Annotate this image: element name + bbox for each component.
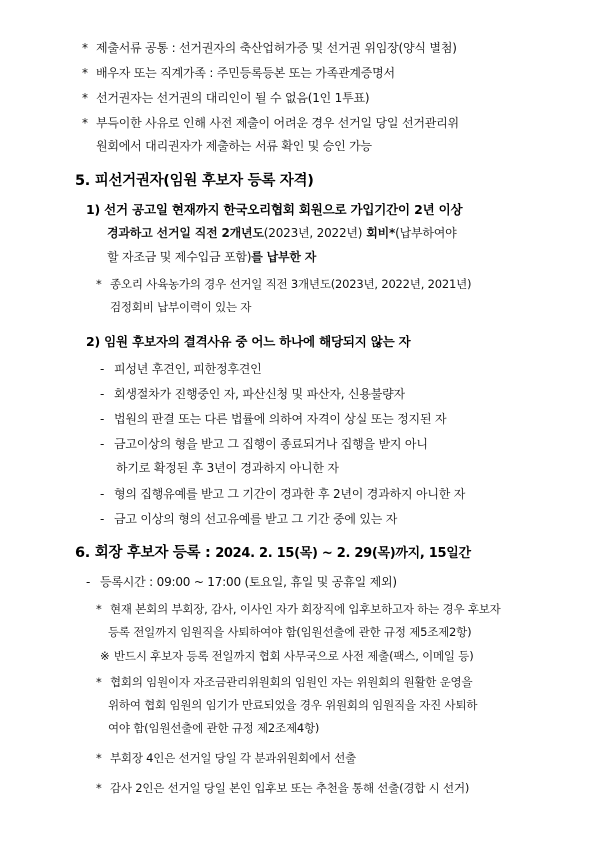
intro-bullet-3 (82, 90, 369, 106)
disqualification-text: 법원의 판결 또는 다른 법률에 의하여 자격이 상실 또는 정지된 자 (114, 412, 447, 426)
section-5-item-1-line-3 (107, 249, 316, 265)
disqualification-4-cont: 하기로 확정된 후 3년이 경과하지 아니한 자 (116, 461, 339, 475)
section-6-note-4 (96, 750, 356, 766)
bullet-dash: - (100, 412, 105, 426)
bullet-star: * (96, 602, 102, 616)
disqualification-text: 회생절차가 진행중인 자, 파산신청 및 파산자, 신용불량자 (114, 387, 405, 401)
disqualification-1 (100, 361, 262, 377)
bullet-dash: - (100, 512, 105, 526)
intro-bullet-text: 배우자 또는 직계가족 : 주민등록등본 또는 가족관계증명서 (96, 66, 395, 80)
bullet-star: * (82, 116, 88, 130)
bullet-dash: - (100, 437, 105, 451)
bullet-star: * (82, 91, 88, 105)
intro-bullet-text: 제출서류 공통 : 선거권자의 축산업허가증 및 선거권 위임장(양식 별첨) (96, 41, 457, 55)
section-5-item-1-line-2 (107, 225, 457, 241)
intro-bullet-4-cont: 원회에서 대리권자가 제출하는 서류 확인 및 승인 가능 (96, 139, 372, 153)
section-6-note-5 (96, 780, 469, 796)
bullet-dash: - (100, 487, 105, 501)
bullet-star: * (96, 751, 102, 765)
note-text: 반드시 후보자 등록 전일까지 협회 사무국으로 사전 제출(팩스, 이메일 등) (114, 649, 474, 663)
reference-mark: ※ (100, 649, 110, 663)
disqualification-5 (100, 486, 465, 502)
intro-bullet-2 (82, 65, 395, 81)
bullet-star: * (96, 675, 102, 689)
bullet-star: * (96, 781, 102, 795)
disqualification-text: 피성년 후견인, 피한정후견인 (114, 362, 262, 376)
disqualification-text: 형의 집행유예를 받고 그 기간이 경과한 후 2년이 경과하지 아니한 자 (114, 487, 466, 501)
note-text: 협회의 임원이자 자조금관리위원회의 임원인 자는 위원회의 원활한 운영을 (110, 675, 473, 689)
intro-bullet-text: 선거권자는 선거권의 대리인이 될 수 없음(1인 1투표) (96, 91, 370, 105)
note-text: 종오리 사육농가의 경우 선거일 직전 3개년도(2023년, 2022년, 2021년) (110, 277, 472, 291)
section-5-item-2: 2) 임원 후보자의 결격사유 중 어느 하나에 해당되지 않는 자 (86, 334, 411, 349)
bullet-dash: - (100, 387, 105, 401)
text-run: (2023년, 2022년) (263, 226, 363, 240)
note-text: 감사 2인은 선거일 당일 본인 입후보 또는 추천을 통해 선출(경합 시 선거) (110, 781, 470, 795)
text-run: (납부하여야 (395, 226, 457, 240)
section-5-title: 5. 피선거권자(임원 후보자 등록 자격) (75, 173, 314, 189)
section-6-note-1-cont: 등록 전일까지 임원직을 사퇴하여야 함(임원선출에 관한 규정 제5조제2항) (108, 625, 472, 639)
disqualification-text: 금고이상의 형을 받고 그 집행이 종료되거나 집행을 받지 아니 (114, 437, 428, 451)
note-text: 부회장 4인은 선거일 당일 각 분과위원회에서 선출 (110, 751, 357, 765)
disqualification-4 (100, 436, 428, 452)
section-6-note-3-cont-2: 여야 함(임원선출에 관한 규정 제2조제4항) (108, 721, 320, 735)
note-text: 현재 본회의 부회장, 감사, 이사인 자가 회장직에 입후보하고자 하는 경우 후보자 (110, 602, 501, 616)
hours-text: 등록시간 : 09:00 ~ 17:00 (토요일, 휴일 및 공휴일 제외) (100, 575, 397, 589)
section-6-note-2 (100, 648, 474, 664)
text-run: 경과하고 선거일 직전 2개년도 (107, 226, 264, 240)
disqualification-6 (100, 511, 397, 527)
intro-bullet-text: 부득이한 사유로 인해 사전 제출이 어려운 경우 선거일 당일 선거관리위 (96, 116, 459, 130)
section-5-note (96, 276, 471, 292)
section-6-note-1 (96, 601, 501, 617)
text-run: 를 납부한 자 (251, 250, 317, 264)
section-6-label: 6. 회장 후보자 등록 : (75, 545, 216, 561)
bullet-dash: - (100, 362, 105, 376)
section-5-item-1: 1) 선거 공고일 현재까지 한국오리협회 회원으로 가입기간이 2년 이상 (86, 202, 463, 217)
disqualification-text: 금고 이상의 형의 선고유예를 받고 그 기간 중에 있는 자 (114, 512, 398, 526)
bullet-dash: - (86, 575, 91, 589)
disqualification-3 (100, 411, 446, 427)
disqualification-2 (100, 386, 405, 402)
bullet-star: * (82, 41, 88, 55)
section-6-note-3 (96, 674, 472, 690)
section-6-title (75, 543, 471, 564)
registration-period: 2024. 2. 15(목) ~ 2. 29(목)까지, 15일간 (215, 546, 471, 561)
intro-bullet-4 (82, 115, 459, 131)
section-6-note-3-cont-1: 위하여 협회 임원의 임기가 만료되었을 경우 위원회의 임원직을 자진 사퇴하 (108, 698, 478, 712)
bullet-star: * (96, 277, 102, 291)
registration-hours (86, 574, 397, 590)
text-run: 할 자조금 및 제수입금 포함) (107, 250, 252, 264)
intro-bullet-1 (82, 40, 457, 56)
text-run: 회비* (362, 226, 396, 240)
section-5-note-cont: 검정회비 납부이력이 있는 자 (110, 300, 252, 314)
bullet-star: * (82, 66, 88, 80)
